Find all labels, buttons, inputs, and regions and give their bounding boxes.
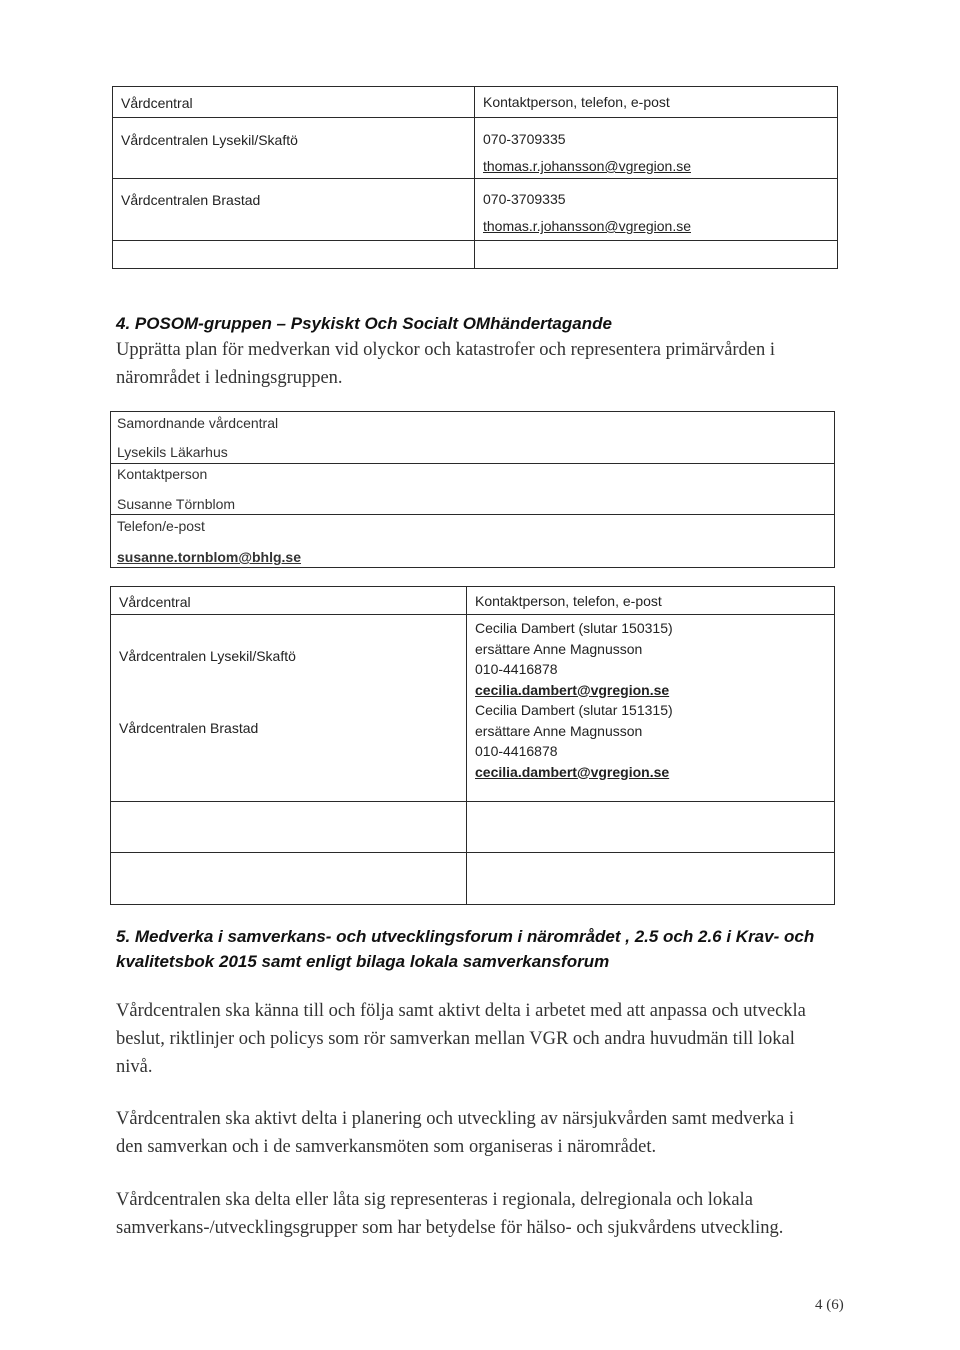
- contact-name: Cecilia Dambert (slutar 151315): [475, 702, 673, 718]
- empty-cell: [467, 853, 835, 905]
- empty-cell: [111, 853, 467, 905]
- paragraph-line: Upprätta plan för medverkan vid olyckor och katastrofer och representera primärvården i: [116, 340, 776, 360]
- section-4-paragraph: [116, 336, 775, 392]
- table-header-cell: Kontaktperson, telefon, e-post: [475, 87, 838, 118]
- coordinating-clinic-box: [110, 411, 835, 568]
- box-row-phone-email: [111, 515, 834, 565]
- section-5-paragraph-1: [116, 997, 806, 1081]
- empty-cell: [475, 241, 838, 269]
- section-5-paragraph-2: [116, 1105, 794, 1161]
- table-row-empty: [111, 802, 835, 853]
- heading-line: 5. Medverka i samverkans- och utvecklingsforum i närområdet , 2.5 och 2.6 i Krav- och: [116, 927, 815, 946]
- box-row-clinic: [111, 412, 834, 464]
- table-header-cell: Vårdcentral: [111, 587, 467, 615]
- paragraph-line: Vårdcentralen ska känna till och följa samt aktivt delta i arbetet med att anpassa och utveckla: [116, 1001, 806, 1021]
- clinic-name: Vårdcentralen Lysekil/Skaftö: [113, 118, 475, 179]
- box-label: Telefon/e-post: [117, 518, 205, 534]
- table-header-cell: Vårdcentral: [113, 87, 475, 118]
- substitute-name: ersättare Anne Magnusson: [475, 640, 643, 657]
- box-row-contact: [111, 464, 834, 515]
- contact-table-2: [110, 586, 835, 905]
- table-header-row: [113, 87, 838, 118]
- box-label: Samordnande vårdcentral: [117, 415, 279, 431]
- phone-number: 070-3709335: [483, 191, 566, 207]
- section-5-heading: [116, 924, 814, 974]
- clinic-name: Vårdcentralen Brastad: [113, 179, 475, 241]
- table-row-empty: [113, 241, 838, 269]
- section-4-heading: 4. POSOM-gruppen – Psykiskt Och Socialt OMhändertagande: [116, 314, 612, 333]
- email-link[interactable]: thomas.r.johansson@vgregion.se: [483, 218, 691, 234]
- email-link[interactable]: thomas.r.johansson@vgregion.se: [483, 158, 691, 174]
- phone-number: 010-4416878: [475, 661, 558, 677]
- table-header-row: [111, 587, 835, 615]
- table-row: [113, 118, 838, 179]
- paragraph-line: beslut, riktlinjer och policys som rör samverkan mellan VGR och andra huvudmän till lokal: [116, 1029, 795, 1049]
- table-row: [111, 615, 835, 802]
- contact-cell: [475, 118, 838, 179]
- clinic-names-cell: [111, 615, 467, 802]
- box-value: Lysekils Läkarhus: [117, 444, 228, 460]
- heading-line: kvalitetsbok 2015 samt enligt bilaga lokala samverkansforum: [116, 952, 610, 971]
- paragraph-line: närområdet i ledningsgruppen.: [116, 368, 343, 388]
- phone-number: 010-4416878: [475, 743, 558, 759]
- table-row-empty: [111, 853, 835, 905]
- table-row: [113, 179, 838, 241]
- clinic-name: Vårdcentralen Lysekil/Skaftö: [119, 648, 296, 664]
- substitute-name: ersättare Anne Magnusson: [475, 722, 643, 739]
- phone-number: 070-3709335: [483, 131, 566, 147]
- page-number: 4 (6): [815, 1297, 844, 1313]
- paragraph-line: Vårdcentralen ska delta eller låta sig representeras i regionala, delregionala och lokala: [116, 1190, 753, 1210]
- email-link[interactable]: cecilia.dambert@vgregion.se: [475, 681, 670, 698]
- contact-name: Cecilia Dambert (slutar 150315): [475, 620, 673, 636]
- table-header-cell: Kontaktperson, telefon, e-post: [467, 587, 835, 615]
- paragraph-line: samverkans-/utvecklingsgrupper som har betydelse för hälso- och sjukvårdens utveckling.: [116, 1218, 784, 1238]
- clinic-name: Vårdcentralen Brastad: [119, 720, 259, 736]
- box-label: Kontaktperson: [117, 466, 208, 482]
- section-5-paragraph-3: [116, 1186, 783, 1242]
- contact-cell: [475, 179, 838, 241]
- contact-cell: [467, 615, 835, 802]
- empty-cell: [113, 241, 475, 269]
- paragraph-line: den samverkan och i de samverkansmöten som organiseras i närområdet.: [116, 1137, 657, 1157]
- empty-cell: [111, 802, 467, 853]
- box-value: Susanne Törnblom: [117, 496, 236, 512]
- contact-table-1: [112, 86, 838, 269]
- empty-cell: [467, 802, 835, 853]
- paragraph-line: Vårdcentralen ska aktivt delta i planering och utveckling av närsjukvården samt medverka i: [116, 1109, 795, 1129]
- email-link[interactable]: cecilia.dambert@vgregion.se: [475, 763, 670, 780]
- email-link[interactable]: susanne.tornblom@bhlg.se: [117, 549, 302, 565]
- paragraph-line: nivå.: [116, 1057, 153, 1077]
